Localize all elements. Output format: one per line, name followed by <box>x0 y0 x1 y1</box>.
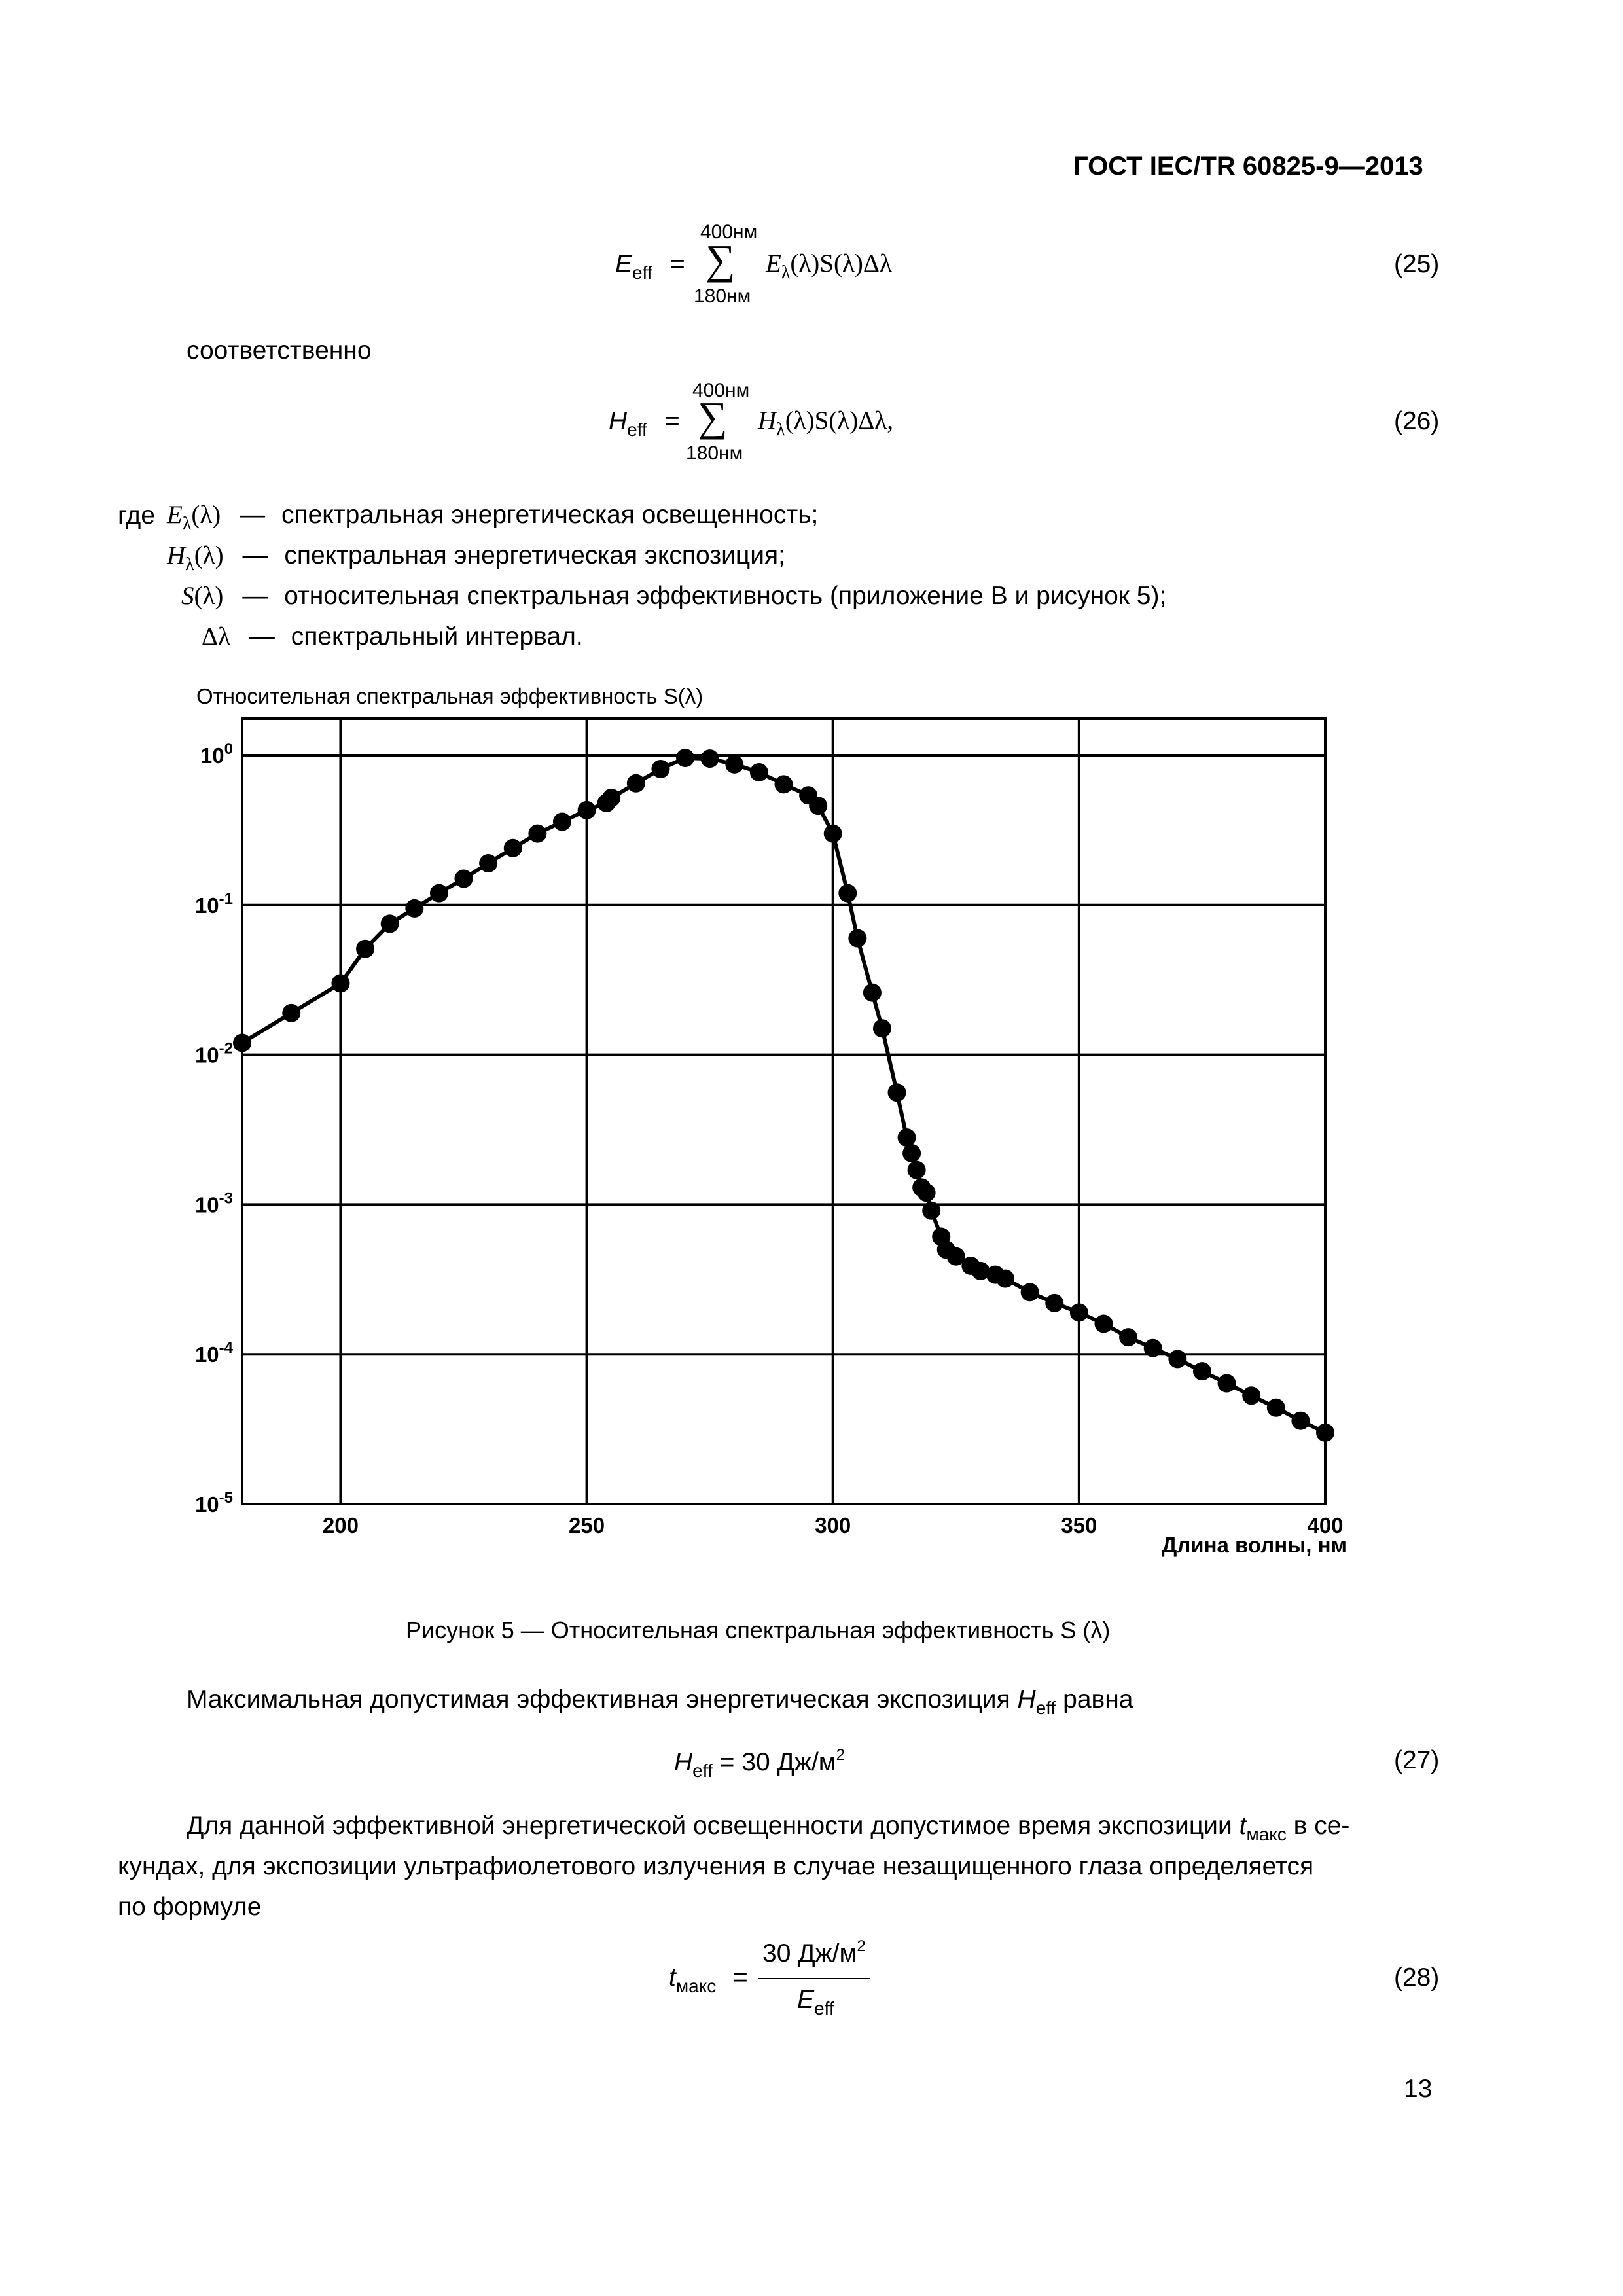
equation-number: (27) <box>1394 1746 1440 1774</box>
y-tick-label: $10^{-2}$ <box>194 1039 233 1067</box>
data-point <box>528 825 546 843</box>
data-point <box>676 749 694 767</box>
data-point <box>888 1083 906 1102</box>
definition-text: спектральный интервал. <box>291 622 583 651</box>
data-point <box>282 1004 300 1022</box>
x-tick-label: 200 <box>322 1513 359 1537</box>
data-point <box>1144 1339 1162 1357</box>
eq25-body: $E_\lambda(\lambda)S(\lambda)\Delta\lambda$ <box>766 249 892 283</box>
data-series <box>233 749 1334 1442</box>
data-point <box>405 899 423 918</box>
data-point <box>1168 1350 1186 1368</box>
eq27-content: $H_{eff} = 30$ $Дж/м^2$ <box>674 1746 845 1781</box>
y-tick-label: $10^{-3}$ <box>194 1189 233 1217</box>
y-tick-label: $10^0$ <box>200 740 233 768</box>
eq26-lhs: $H_{eff}$ <box>609 407 647 440</box>
data-point <box>848 929 866 948</box>
data-point <box>902 1144 921 1162</box>
data-point <box>996 1270 1014 1288</box>
paragraph-line: Для данной эффективной энергетической освещенности допустимое время экспозиции $t_{макс}$ в се- <box>187 1812 1350 1844</box>
paragraph-line: по формуле <box>118 1893 262 1921</box>
data-point <box>775 775 793 793</box>
data-point <box>1045 1294 1063 1312</box>
data-point <box>331 974 349 992</box>
data-point <box>898 1128 916 1147</box>
sum-upper-limit: 400нм <box>700 221 758 243</box>
data-point <box>1291 1412 1310 1430</box>
connector-text: соответственно <box>187 336 372 365</box>
eq26-body: $H_\lambda(\lambda)S(\lambda)\Delta\lambda$, <box>758 406 893 440</box>
equation-number: (28) <box>1394 1964 1440 1992</box>
fraction-bar <box>758 1978 870 1979</box>
eq25-equals: = <box>670 250 685 278</box>
data-point <box>1242 1386 1260 1405</box>
document-header: ГОСТ IEC/TR 60825-9—2013 <box>1073 152 1423 181</box>
figure-caption: Рисунок 5 — Относительная спектральная эффективность S (λ) <box>406 1617 1111 1643</box>
data-point <box>651 760 669 778</box>
paragraph-max-exposure: Максимальная допустимая эффективная энергетическая экспозиция $H_{eff}$ равна <box>187 1685 1133 1718</box>
x-axis-label: Длина волны, нм <box>1161 1533 1347 1557</box>
data-point <box>838 884 857 903</box>
eq28-equals: = <box>733 1964 748 1992</box>
y-axis-label: Относительная спектральная эффективность S(λ) <box>196 684 704 708</box>
plot-frame <box>242 719 1325 1504</box>
data-point <box>922 1202 940 1220</box>
eq25-lhs: $E_{eff}$ <box>615 250 652 283</box>
data-point <box>1070 1303 1088 1321</box>
data-point <box>908 1161 926 1179</box>
data-point <box>627 774 645 793</box>
data-point <box>1094 1314 1113 1333</box>
data-point <box>701 749 719 768</box>
eq28-lhs: $t_{макс}$ <box>669 1964 717 1996</box>
data-point <box>824 825 842 843</box>
data-point <box>1316 1424 1334 1442</box>
data-point <box>578 801 596 819</box>
data-point <box>1119 1328 1137 1346</box>
sum-upper-limit: 400нм <box>692 380 750 401</box>
definition-text: спектральная энергетическая экспозиция; <box>284 541 785 569</box>
definition-item: Δλ — спектральный интервал. <box>202 622 583 651</box>
definition-symbol: Δλ <box>202 622 230 651</box>
x-tick-label: 350 <box>1061 1513 1097 1537</box>
definitions-lead: где <box>118 501 155 529</box>
x-tick-label: 250 <box>569 1513 605 1537</box>
data-point <box>873 1019 891 1037</box>
definition-text: относительная спектральная эффективность (приложение В и рисунок 5); <box>284 582 1167 610</box>
definition-item: S(λ) — относительная спектральная эффективность (приложение В и рисунок 5); <box>181 582 1167 610</box>
eq28-numerator: 30 $Дж/м^2$ <box>762 1937 866 1967</box>
data-point <box>863 984 882 1002</box>
y-tick-label: $10^{-4}$ <box>194 1339 233 1367</box>
eq28-denominator: $E_{eff}$ <box>797 1986 834 2018</box>
data-point <box>455 870 473 888</box>
data-point <box>1193 1362 1211 1380</box>
data-point <box>553 813 571 831</box>
definition-item: $E_\lambda(\lambda)$ — спектральная энергетическая освещенность; <box>167 501 819 534</box>
data-point <box>381 914 399 933</box>
tick-labels <box>195 740 1344 1537</box>
definition-text: спектральная энергетическая освещенность; <box>281 501 819 529</box>
data-point <box>918 1183 936 1202</box>
equation-number: (25) <box>1394 250 1440 278</box>
y-tick-label: $10^{-5}$ <box>194 1489 233 1516</box>
sum-lower-limit: 180нм <box>686 442 743 464</box>
data-point <box>1218 1374 1236 1393</box>
data-point <box>233 1033 251 1052</box>
series-line <box>242 758 1325 1433</box>
data-point <box>602 789 620 807</box>
data-point <box>430 884 448 903</box>
definition-symbol: S(λ) <box>181 582 224 610</box>
definition-symbol: $H_\lambda(\lambda)$ <box>167 541 224 575</box>
definition-item: $H_\lambda(\lambda)$ — спектральная энергетическая экспозиция; <box>167 541 785 575</box>
data-point <box>809 797 827 815</box>
data-point <box>504 839 522 857</box>
grid-lines <box>242 719 1325 1504</box>
data-point <box>750 763 768 781</box>
sigma-symbol: ∑ <box>698 393 728 440</box>
equation-number: (26) <box>1394 407 1440 435</box>
sum-lower-limit: 180нм <box>694 285 751 307</box>
page-number: 13 <box>1404 2075 1433 2103</box>
y-tick-label: $10^{-1}$ <box>194 889 233 918</box>
definition-symbol: $E_\lambda(\lambda)$ <box>167 501 221 534</box>
x-tick-label: 400 <box>1307 1513 1344 1537</box>
data-point <box>356 940 374 958</box>
sigma-symbol: ∑ <box>705 236 736 283</box>
data-point <box>1021 1283 1039 1301</box>
paragraph-line: кундах, для экспозиции ультрафиолетового излучения в случае незащищенного глаза определяется <box>118 1852 1314 1880</box>
data-point <box>479 854 497 872</box>
data-point <box>1267 1399 1285 1417</box>
data-point <box>725 755 743 774</box>
eq26-equals: = <box>665 407 680 435</box>
x-tick-label: 300 <box>815 1513 851 1537</box>
